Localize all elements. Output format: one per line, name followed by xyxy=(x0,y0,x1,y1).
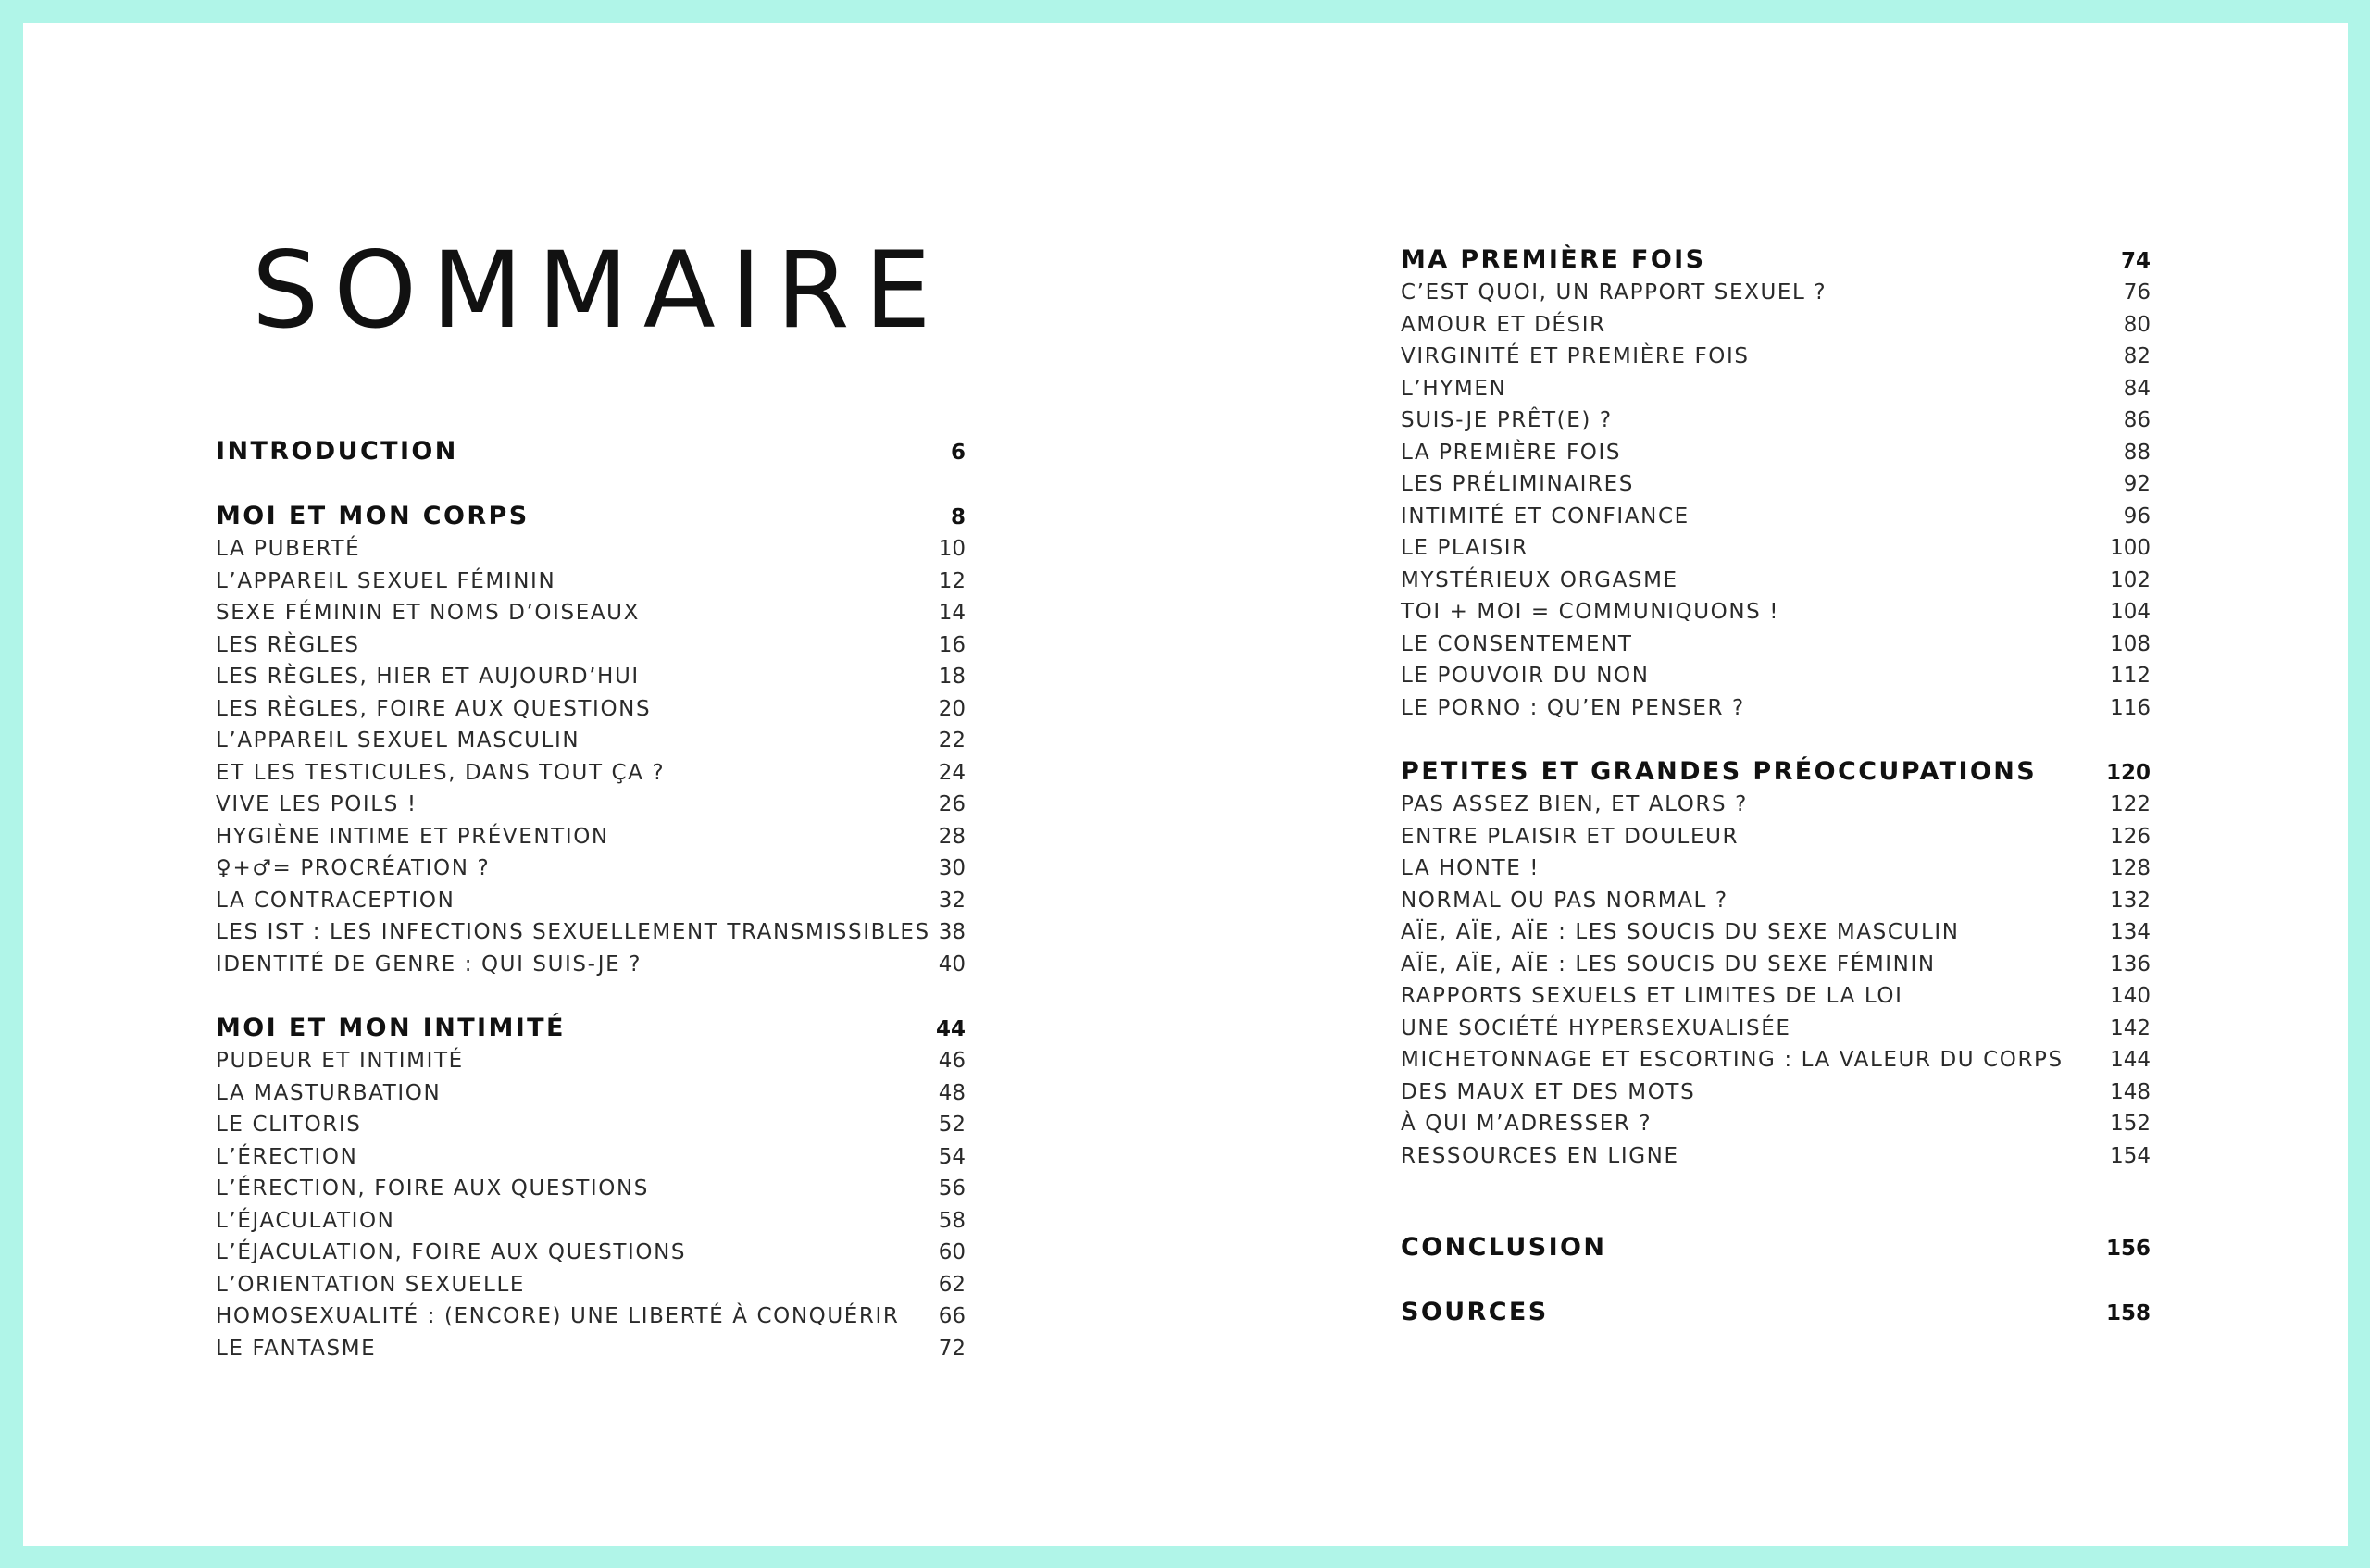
toc-entry-label: À QUI M’ADRESSER ? xyxy=(1401,1112,1653,1136)
toc-entry[interactable] xyxy=(216,1333,966,1365)
toc-entry[interactable] xyxy=(216,1077,966,1110)
toc-entry[interactable] xyxy=(1401,1140,2151,1173)
toc-entry-page: 136 xyxy=(2110,952,2151,977)
toc-entry-page: 134 xyxy=(2110,920,2151,944)
toc-heading-page: 6 xyxy=(950,441,966,465)
toc-entry-label: HYGIÈNE INTIME ET PRÉVENTION xyxy=(216,824,609,849)
toc-entry[interactable] xyxy=(216,1109,966,1141)
toc-entry-page: 66 xyxy=(938,1304,966,1328)
toc-entry[interactable] xyxy=(216,1300,966,1333)
toc-section xyxy=(1401,755,2151,1172)
toc-entry-page: 46 xyxy=(938,1049,966,1073)
toc-entry-label: L’ÉJACULATION, FOIRE AUX QUESTIONS xyxy=(216,1240,687,1264)
toc-entry[interactable] xyxy=(1401,628,2151,661)
toc-entry-page: 20 xyxy=(938,696,966,721)
toc-entry[interactable] xyxy=(1401,949,2151,981)
toc-heading[interactable] xyxy=(1401,243,2151,277)
toc-entry-page: 82 xyxy=(2123,344,2151,368)
toc-entry-label: LA CONTRACEPTION xyxy=(216,888,455,913)
toc-entry-label: LES RÈGLES xyxy=(216,632,360,657)
toc-entry-label: LA MASTURBATION xyxy=(216,1080,442,1105)
toc-entry[interactable] xyxy=(216,1141,966,1174)
toc-entry-page: 12 xyxy=(938,568,966,593)
toc-entry-label: VIRGINITÉ ET PREMIÈRE FOIS xyxy=(1401,344,1750,368)
toc-entry-page: 24 xyxy=(938,760,966,785)
toc-entry-label: LE PORNO : QU’EN PENSER ? xyxy=(1401,695,1745,720)
toc-entry[interactable] xyxy=(216,852,966,885)
toc-section xyxy=(216,500,966,980)
toc-entry-label: AMOUR ET DÉSIR xyxy=(1401,312,1606,337)
toc-heading-page: 158 xyxy=(2105,1301,2151,1325)
toc-entry[interactable] xyxy=(1401,1076,2151,1109)
toc-entry-label: SEXE FÉMININ ET NOMS D’OISEAUX xyxy=(216,601,640,625)
toc-entry-page: 16 xyxy=(938,632,966,657)
toc-entry[interactable] xyxy=(216,661,966,693)
toc-entry[interactable] xyxy=(216,693,966,726)
toc-entry-label: INTIMITÉ ET CONFIANCE xyxy=(1401,504,1690,529)
toc-heading[interactable] xyxy=(216,435,966,468)
toc-entry-label: LE CLITORIS xyxy=(216,1113,362,1137)
toc-heading-page: 74 xyxy=(2120,249,2151,273)
toc-entry-label: NORMAL OU PAS NORMAL ? xyxy=(1401,888,1728,913)
toc-entry-label: C’EST QUOI, UN RAPPORT SEXUEL ? xyxy=(1401,280,1827,305)
toc-entry-page: 58 xyxy=(938,1208,966,1233)
document-page xyxy=(23,23,2348,1546)
toc-entry-page: 62 xyxy=(938,1272,966,1297)
toc-heading-label: MOI ET MON INTIMITÉ xyxy=(216,1014,566,1042)
toc-entry-page: 60 xyxy=(938,1240,966,1264)
toc-entry-page: 140 xyxy=(2110,984,2151,1008)
toc-entry[interactable] xyxy=(1401,789,2151,821)
toc-entry-page: 102 xyxy=(2110,567,2151,592)
toc-entry-label: LE FANTASME xyxy=(216,1336,377,1361)
toc-entry[interactable] xyxy=(1401,1108,2151,1140)
toc-entry[interactable] xyxy=(216,949,966,981)
toc-heading-label: INTRODUCTION xyxy=(216,437,458,466)
toc-entry-page: 56 xyxy=(938,1176,966,1201)
toc-entry-page: 112 xyxy=(2110,664,2151,688)
toc-entry-label: L’ÉJACULATION xyxy=(216,1208,395,1233)
toc-entry[interactable] xyxy=(1401,596,2151,628)
toc-entry-label: TOI + MOI = COMMUNIQUONS ! xyxy=(1401,600,1780,624)
toc-entry-label: MICHETONNAGE ET ESCORTING : LA VALEUR DU CORPS xyxy=(1401,1048,2064,1072)
toc-entry-label: LE POUVOIR DU NON xyxy=(1401,664,1650,688)
toc-heading-page: 44 xyxy=(935,1017,966,1041)
toc-entry-label: LE PLAISIR xyxy=(1401,536,1528,560)
toc-entry-page: 104 xyxy=(2110,600,2151,624)
toc-entry-label: AÏE, AÏE, AÏE : LES SOUCIS DU SEXE FÉMININ xyxy=(1401,952,1936,977)
toc-heading-label: MA PREMIÈRE FOIS xyxy=(1401,245,1706,274)
toc-heading-page: 156 xyxy=(2105,1237,2151,1261)
toc-section xyxy=(216,1012,966,1364)
toc-entry[interactable] xyxy=(216,1173,966,1205)
toc-entry-page: 100 xyxy=(2110,536,2151,560)
toc-entry[interactable] xyxy=(216,597,966,629)
toc-entry-label: LA HONTE ! xyxy=(1401,856,1540,880)
toc-entry-label: LA PREMIÈRE FOIS xyxy=(1401,440,1622,465)
toc-entry-label: RESSOURCES EN LIGNE xyxy=(1401,1143,1679,1168)
toc-entry-label: LES RÈGLES, HIER ET AUJOURD’HUI xyxy=(216,665,640,689)
toc-entry[interactable] xyxy=(1401,852,2151,885)
toc-entry-page: 30 xyxy=(938,856,966,880)
toc-entry-label: ♀+♂= PROCRÉATION ? xyxy=(216,856,491,880)
toc-entry-label: LES RÈGLES, FOIRE AUX QUESTIONS xyxy=(216,696,652,721)
toc-entry-label: LA PUBERTÉ xyxy=(216,537,361,561)
toc-entry-label: DES MAUX ET DES MOTS xyxy=(1401,1079,1696,1104)
toc-entry-label: L’HYMEN xyxy=(1401,376,1507,401)
toc-entry-page: 80 xyxy=(2123,312,2151,337)
toc-entry-page: 108 xyxy=(2110,631,2151,656)
toc-entry[interactable] xyxy=(216,885,966,917)
toc-entry[interactable] xyxy=(1401,532,2151,565)
toc-entry-page: 148 xyxy=(2110,1079,2151,1104)
toc-entry-page: 132 xyxy=(2110,888,2151,913)
toc-entry-page: 10 xyxy=(938,537,966,561)
toc-heading[interactable] xyxy=(1401,755,2151,789)
toc-heading[interactable] xyxy=(1401,1296,2151,1329)
toc-entry-page: 86 xyxy=(2123,408,2151,432)
toc-entry-page: 28 xyxy=(938,824,966,849)
toc-entry[interactable] xyxy=(216,725,966,757)
toc-entry-label: VIVE LES POILS ! xyxy=(216,792,418,816)
toc-entry[interactable] xyxy=(1401,821,2151,853)
toc-section xyxy=(216,435,966,468)
toc-entry-page: 76 xyxy=(2123,280,2151,305)
toc-entry-page: 32 xyxy=(938,888,966,913)
toc-right-column xyxy=(1401,243,2151,1329)
toc-entry[interactable] xyxy=(216,1269,966,1301)
toc-entry-label: L’ORIENTATION SEXUELLE xyxy=(216,1272,526,1297)
toc-entry[interactable] xyxy=(1401,660,2151,692)
toc-entry-page: 52 xyxy=(938,1113,966,1137)
toc-entry[interactable] xyxy=(1401,373,2151,405)
toc-entry-page: 126 xyxy=(2110,824,2151,849)
toc-entry-label: IDENTITÉ DE GENRE : QUI SUIS-JE ? xyxy=(216,952,642,977)
toc-entry[interactable] xyxy=(1401,885,2151,917)
toc-left-column xyxy=(216,435,966,1364)
toc-entry[interactable] xyxy=(1401,692,2151,725)
toc-heading[interactable] xyxy=(1401,1231,2151,1264)
toc-entry-label: LES PRÉLIMINAIRES xyxy=(1401,472,1634,496)
toc-entry-page: 128 xyxy=(2110,856,2151,880)
toc-entry-page: 144 xyxy=(2110,1048,2151,1072)
toc-entry[interactable] xyxy=(216,533,966,566)
toc-entry[interactable] xyxy=(1401,501,2151,533)
toc-entry-label: ET LES TESTICULES, DANS TOUT ÇA ? xyxy=(216,760,666,785)
toc-entry-page: 38 xyxy=(938,920,966,944)
toc-entry[interactable] xyxy=(1401,437,2151,469)
toc-section xyxy=(1401,1296,2151,1329)
toc-entry[interactable] xyxy=(1401,404,2151,437)
toc-entry[interactable] xyxy=(216,1205,966,1238)
toc-entry[interactable] xyxy=(216,1045,966,1077)
toc-entry[interactable] xyxy=(216,1237,966,1269)
toc-entry-page: 142 xyxy=(2110,1015,2151,1040)
toc-entry-page: 40 xyxy=(938,952,966,977)
toc-entry[interactable] xyxy=(1401,277,2151,309)
toc-section xyxy=(1401,1231,2151,1264)
toc-entry-label: RAPPORTS SEXUELS ET LIMITES DE LA LOI xyxy=(1401,984,1903,1008)
toc-entry[interactable] xyxy=(216,566,966,598)
toc-entry-label: L’ÉRECTION xyxy=(216,1144,358,1169)
toc-entry[interactable] xyxy=(216,789,966,821)
toc-heading-page: 8 xyxy=(950,505,966,529)
toc-entry-page: 22 xyxy=(938,728,966,753)
toc-entry[interactable] xyxy=(216,916,966,949)
toc-entry[interactable] xyxy=(1401,916,2151,949)
toc-heading-label: CONCLUSION xyxy=(1401,1233,1607,1262)
toc-entry-page: 122 xyxy=(2110,792,2151,816)
toc-section xyxy=(1401,243,2151,724)
toc-entry[interactable] xyxy=(1401,1044,2151,1076)
toc-entry-label: SUIS-JE PRÊT(E) ? xyxy=(1401,408,1613,432)
toc-heading-label: PETITES ET GRANDES PRÉOCCUPATIONS xyxy=(1401,757,2038,786)
toc-heading-page: 120 xyxy=(2105,761,2151,785)
toc-entry-page: 18 xyxy=(938,665,966,689)
toc-heading[interactable] xyxy=(216,1012,966,1045)
toc-entry-label: PAS ASSEZ BIEN, ET ALORS ? xyxy=(1401,792,1748,816)
toc-entry[interactable] xyxy=(1401,468,2151,501)
toc-entry-page: 72 xyxy=(938,1336,966,1361)
toc-entry[interactable] xyxy=(1401,980,2151,1013)
toc-entry[interactable] xyxy=(1401,1013,2151,1045)
toc-entry[interactable] xyxy=(216,629,966,662)
toc-entry-page: 116 xyxy=(2110,695,2151,720)
toc-entry[interactable] xyxy=(1401,341,2151,373)
toc-entry-page: 96 xyxy=(2123,504,2151,529)
toc-entry-page: 88 xyxy=(2123,440,2151,465)
toc-entry[interactable] xyxy=(216,757,966,790)
toc-entry-label: UNE SOCIÉTÉ HYPERSEXUALISÉE xyxy=(1401,1015,1791,1040)
toc-entry-page: 48 xyxy=(938,1080,966,1105)
toc-entry-label: L’APPAREIL SEXUEL MASCULIN xyxy=(216,728,580,753)
page-title: SOMMAIRE xyxy=(252,229,946,352)
toc-heading-label: SOURCES xyxy=(1401,1298,1549,1326)
toc-entry-label: MYSTÉRIEUX ORGASME xyxy=(1401,567,1678,592)
toc-entry[interactable] xyxy=(1401,565,2151,597)
toc-entry-label: LE CONSENTEMENT xyxy=(1401,631,1633,656)
toc-entry[interactable] xyxy=(1401,309,2151,342)
toc-entry-page: 152 xyxy=(2110,1112,2151,1136)
toc-entry-label: AÏE, AÏE, AÏE : LES SOUCIS DU SEXE MASCULIN xyxy=(1401,920,1960,944)
toc-entry-label: L’APPAREIL SEXUEL FÉMININ xyxy=(216,568,556,593)
toc-entry-label: ENTRE PLAISIR ET DOULEUR xyxy=(1401,824,1740,849)
toc-entry-label: PUDEUR ET INTIMITÉ xyxy=(216,1049,464,1073)
toc-entry-label: HOMOSEXUALITÉ : (ENCORE) UNE LIBERTÉ À CONQUÉRIR xyxy=(216,1304,900,1328)
toc-entry-label: LES IST : LES INFECTIONS SEXUELLEMENT TRANSMISSIBLES xyxy=(216,920,930,944)
toc-entry[interactable] xyxy=(216,821,966,853)
toc-entry-page: 14 xyxy=(938,601,966,625)
toc-entry-page: 54 xyxy=(938,1144,966,1169)
toc-entry-page: 92 xyxy=(2123,472,2151,496)
toc-heading[interactable] xyxy=(216,500,966,533)
toc-entry-label: L’ÉRECTION, FOIRE AUX QUESTIONS xyxy=(216,1176,649,1201)
toc-heading-label: MOI ET MON CORPS xyxy=(216,502,530,530)
toc-entry-page: 84 xyxy=(2123,376,2151,401)
toc-entry-page: 154 xyxy=(2110,1143,2151,1168)
toc-entry-page: 26 xyxy=(938,792,966,816)
